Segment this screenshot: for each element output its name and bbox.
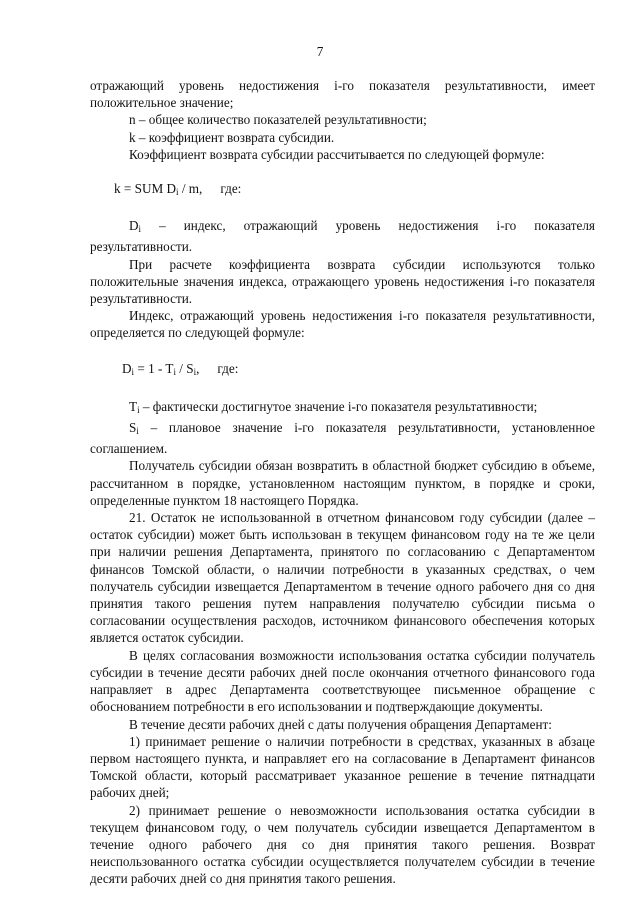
- si-subscript: i: [136, 426, 139, 437]
- document-body: [90, 77, 595, 888]
- paragraph-di-definition: [90, 217, 595, 255]
- paragraph-k-definition: k – коэффициент возврата субсидии.: [129, 129, 335, 145]
- formula-k-subscript: i: [176, 187, 179, 198]
- formula-k-rhs: / m,: [178, 181, 203, 197]
- ti-symbol: T: [129, 398, 138, 414]
- paragraph-refund-obligation: Получатель субсидии обязан возвратить в областной бюджет субсидию в объеме, рассчитанном в порядке, установленном настоящим пунктом, в порядке и сроки, определенные пунктом 18 настоящего Порядка.: [90, 458, 595, 508]
- paragraph-ti-definition: [90, 398, 595, 419]
- si-symbol: S: [129, 420, 137, 436]
- formula-di-s-subscript: i: [193, 366, 197, 377]
- di-definition-text: – индекс, отражающий уровень недостижения i-го показателя результативности.: [90, 218, 595, 255]
- paragraph-di-formula-intro: Индекс, отражающий уровень недостижения i-го показателя результативности, определяется по следующей формуле:: [90, 308, 595, 341]
- paragraph-action-1: 1) принимает решение о наличии потребности в средствах, указанных в абзаце первом настоящего пункта, и направляет его на согласование в Департамент финансов Томской области, который рассматривает указанное решение в течение пятнадцати рабочих дней;: [90, 733, 595, 801]
- di-subscript: i: [138, 224, 142, 235]
- ti-definition-text: – фактически достигнутое значение i-го показателя результативности;: [139, 398, 538, 414]
- page-number: 7: [316, 44, 324, 59]
- formula-di-t-subscript: i: [173, 366, 176, 377]
- si-definition-text: – плановое значение i-го показателя результативности, установленное соглашением.: [90, 420, 595, 457]
- formula-di: [90, 360, 595, 381]
- paragraph-action-2: 2) принимает решение о невозможности использования остатка субсидии в текущем финансовом году, о чем получатель субсидии извещается Департаментом в течение одного рабочего дня со дня принятия такого решения. Возврат неиспользованного остатка субсидии осуществляется получателем субсидии в течение десяти рабочих дней со дня принятия такого решения.: [90, 802, 595, 887]
- formula-k: [90, 180, 595, 201]
- formula-k-lhs: k = SUM D: [114, 181, 177, 197]
- paragraph-21-remainder: 21. Остаток не использованной в отчетном финансовом году субсидии (далее – остаток субсидии) может быть использован в текущем финансовом году на те же цели при наличии решения Департамента, принятого по согласованию с Департаментом финансов Томской области, о наличии потребности в указанных средствах, о чем получатель субсидии извещается Департаментом в течение одного рабочего дня со дня принятия такого решения путем направления получателю субсидии письма о согласовании осуществления расходов, источником финансового обеспечения которых является остаток субсидии.: [90, 510, 595, 646]
- paragraph-positive-values: При расчете коэффициента возврата субсидии используются только положительные значения индекса, отражающего уровень недостижения i-го показателя результативности.: [90, 256, 595, 307]
- di-symbol: D: [129, 218, 139, 234]
- paragraph-k-formula-intro: Коэффициент возврата субсидии рассчитывается по следующей формуле:: [129, 146, 545, 162]
- paragraph-n-definition: n – общее количество показателей результативности;: [129, 112, 427, 128]
- formula-k-where: где:: [220, 181, 242, 197]
- paragraph-index-description-continued: отражающий уровень недостижения i-го показателя результативности, имеет положительное значение;: [90, 78, 595, 111]
- formula-di-d-subscript: i: [131, 366, 135, 377]
- formula-di-where: где:: [217, 360, 239, 376]
- formula-di-mid: = 1 - T: [134, 360, 174, 376]
- formula-di-end: ,: [196, 360, 200, 376]
- paragraph-approval-request: В целях согласования возможности использования остатка субсидии получатель субсидии в течение десяти рабочих дней после окончания отчетного финансового года направляет в адрес Департамента соответствующее письменное обращение с обоснованием потребности в его использовании и подтверждающие документы.: [90, 647, 595, 715]
- formula-di-d: D: [122, 360, 132, 376]
- ti-subscript: i: [137, 404, 140, 415]
- formula-di-div: / S: [176, 360, 194, 376]
- paragraph-department-actions-intro: В течение десяти рабочих дней с даты получения обращения Департамент:: [129, 716, 552, 732]
- paragraph-si-definition: [90, 419, 595, 457]
